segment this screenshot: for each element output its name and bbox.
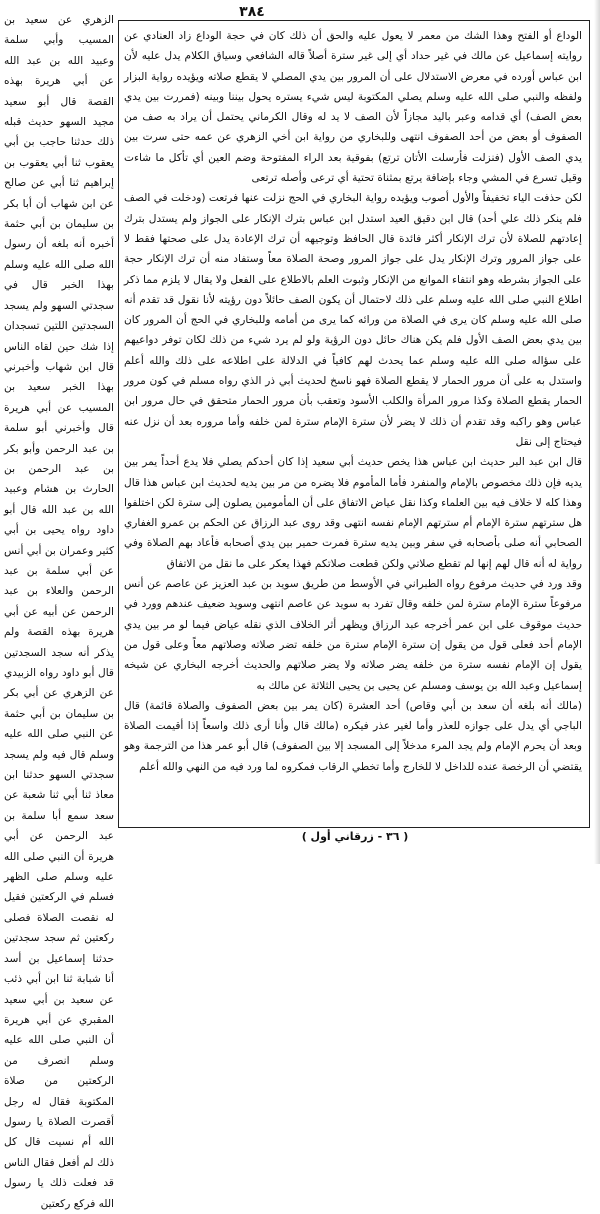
page-number: ٣٨٤ xyxy=(239,4,265,20)
main-paragraph: الوداع أو الفتح وهذا الشك من معمر لا يعول عليه والحق أن ذلك كان في حجة الوداع زاد العنادي عن روايته إسماعيل عن مالك في غير حداد أي إلى غير سترة أصلاً قاله الشافعي وسياق الكلام يدل عليه لأن ابن عباس أورده في معرض الاستدلال على أن المرور بين يدي المصلي لا يقطع صلاته ويؤيده رواية البزار ولفظه والنبي صلى الله عليه وسلم يصلي المكتوبة ليس شيء يستره يحول بيننا وبينه (فمررت بين يدي بعض الصف) أي قدامه وعبر باليد مجازاً لأن الصف لا يد له وقال الكرماني يحتمل أن يراد به صف من الصفوف أو بعض من أحد الصفوف انتهى وللبخاري من رواية ابن أخي الزهري عن عمه حتى سرت بين يدي الصف الأول (فنزلت فأرسلت الأتان ترتع) بفوقية بعد الراء المفتوحة وضم العين أي تأكل ما شاءت وقيل تسرع في المشي وجاء بإضافة يرتع بمثناة تحتية أي ترعى وأصله ترتعى xyxy=(124,30,582,185)
main-commentary-text xyxy=(124,26,582,822)
page-footer-signature: ( ٣٦ - زرقاني أول ) xyxy=(301,830,409,843)
main-paragraph: وقد ورد في حديث مرفوع رواه الطبراني في الأوسط من طريق سويد بن عبد العزيز عن عاصم عن أنس مرفوعاً سترة الإمام سترة لمن خلفه وقال تفرد به سويد عن عاصم انتهى وسويد ضعيف عندهم وورد في حديث موقوف على ابن عمر أخرجه عبد الرزاق ويظهر أثر الخلاف الذي نقله عياض فيما لو مر بين يدي الإمام أحد فعلى قول من يقول إن سترة الإمام سترة من خلفه تضر صلاته وصلاتهم معاً وعلى قول من يقول إن الإمام نفسه سترة من خلفه يضر صلاته ولا يضر صلاتهم والحديث أخرجه البخاري عن شيخه إسماعيل وعبد الله بن يوسف ومسلم عن يحيى بن يحيى الثلاثة عن مالك به xyxy=(124,578,582,692)
margin-paragraph: الزهري عن سعيد بن المسيب وأبي سلمة وعبيد الله بن عبد الله عن أبي هريرة بهذه القصة قال أبو سعيد مجيد السهو حديث قبله ذلك حدثنا حاجب بن أبي يعقوب ثنا أبي يعقوب بن إبراهيم ثنا أبي عن صالح عن ابن شهاب أن أبا بكر بن سليمان بن أبي حثمة أخبره أنه بلغه أن رسول الله صلى الله عليه وسلم بهذا الخبر قال في سجدتي السهو ولم يسجد السجدتين اللتين تسجدان إذا شك حين لقاه الناس قال ابن شهاب وأخبرني بهذا الخبر سعيد بن المسيب عن أبي هريرة قال وأخبرني أبو سلمة بن عبد الرحمن وأبو بكر بن عبد الرحمن بن الحارث بن هشام وعبيد الله بن عبد الله قال أبو داود رواه يحيى بن أبي كثير وعمران بن أبي أنس عن أبي سلمة بن عبد الرحمن والعلاء بن عبد الرحمن عن أبيه عن أبي هريرة بهذه القصة ولم يذكر أنه سجد السجدتين قال أبو داود رواه الزبيدي عن الزهري عن أبي بكر بن سليمان بن أبي حثمة عن النبي صلى الله عليه وسلم قال فيه ولم يسجد سجدتي السهو حدثنا ابن معاذ ثنا أبي ثنا شعبة عن سعد سمع أبا سلمة بن عبد الرحمن عن أبي هريرة أن النبي صلى الله عليه وسلم صلى الظهر فسلم في الركعتين فقيل له نقصت الصلاة فصلى ركعتين ثم سجد سجدتين حدثنا إسماعيل بن أسد أنا شبابة ثنا ابن أبي ذئب عن سعيد بن أبي سعيد المقبري عن أبي هريرة أن النبي صلى الله عليه وسلم انصرف من الركعتين من صلاة المكتوبة فقال له رجل أقصرت الصلاة يا رسول الله أم نسيت قال كل ذلك لم أفعل فقال الناس قد فعلت ذلك يا رسول الله فركع ركعتين xyxy=(3,14,114,1210)
margin-notes-column xyxy=(3,10,114,1210)
main-paragraph: لكن حذفت الياء تخفيفاً والأول أصوب ويؤيده رواية البخاري في الحج نزلت عنها فرتعت (ودخلت في الصف فلم ينكر ذلك علي أحد) قال ابن دقيق العيد استدل ابن عباس بترك الإنكار على الجواز ولم يستدل بترك إعادتهم للصلاة لأن ترك الإنكار أكثر فائدة قال الحافظ وتوجيهه أن ترك الإعادة يدل على صحتها فقط لا على جواز المرور وترك الإنكار يدل على جواز المرور وصحة الصلاة معاً وستفاد منه أن ترك الإنكار حجة على الجواز بشرطه وهو انتفاء الموانع من الإنكار وثبوت العلم بالاطلاع على الفعل ولا يقال لا يلزم مما ذكر اطلاع النبي صلى الله عليه وسلم على ذلك لاحتمال أن يكون الصف حائلاً دون رؤيته لأنا نقول قد تقدم أنه صلى الله عليه وسلم كان يرى في الصلاة من ورائه كما يرى من أمامه وللبخاري في الحج أن المرور كان بين يدي بعض الصف الأول فلم يكن هناك حائل دون الرؤية ولو لم يرد شيء من ذلك لكان توفر دواعيهم على سؤاله صلى الله عليه وسلم عما يحدث لهم كافياً في الدلالة على اطلاعه على ذلك والله أعلم واستدل به على أن مرور الحمار لا يقطع الصلاة فهو ناسخ لحديث أبي ذر الذي رواه مسلم في كون مرور الحمار يقطع الصلاة وكذا مرور المرأة والكلب الأسود وتعقب بأن مرور الحمار متحقق في حال مرور ابن عباس وهو راكبه وقد تقدم أن ذلك لا يضر لأن سترة الإمام سترة لمن خلفه وأما مروره بعد أن نزل عنه فيحتاج إلى نقل xyxy=(124,192,582,448)
main-paragraph: (مالك أنه بلغه أن سعد بن أبي وقاص) أحد العشرة (كان يمر بين بعض الصفوف والصلاة قائمة) قال الباجي أي يدل على جوازه للعذر وأما لغير عذر فيكره (مالك قال وأنا أرى ذلك واسعاً إذا أقيمت الصلاة وبعد أن يحرم الإمام ولم يجد المرء مدخلاً إلى المسجد إلا بين الصفوف) قال أبو عمر هذا من الترجمة وهو يقتضي أن الرخصة عنده للداخل لا للخارج وأما تخطي الرقاب فمكروه لما ورد فيه من النهي والله أعلم xyxy=(124,699,582,773)
main-paragraph: قال ابن عبد البر حديث ابن عباس هذا يخص حديث أبي سعيد إذا كان أحدكم يصلي فلا يدع أحداً يمر بين يديه فإن ذلك مخصوص بالإمام والمنفرد فأما المأموم فلا يضره من مر بين يديه لحديث ابن عباس هذا قال وهذا كله لا خلاف فيه بين العلماء وكذا نقل عياض الاتفاق على أن المأمومين يصلون إلى سترة لكن اختلفوا هل سترتهم سترة الإمام أم سترتهم الإمام نفسه انتهى وقد روى عبد الرزاق عن الحكم بن عمرو الغفاري الصحابي أنه صلى بأصحابه في سفر وبين يديه سترة فمرت حمير بين يدي أصحابه فأعاد بهم الصلاة وفي رواية له أنه قال لهم إنها لم تقطع صلاتي ولكن قطعت صلاتكم فهذا يعكر على ما نقل من الاتفاق xyxy=(124,456,582,570)
scan-edge-shadow xyxy=(594,0,600,864)
